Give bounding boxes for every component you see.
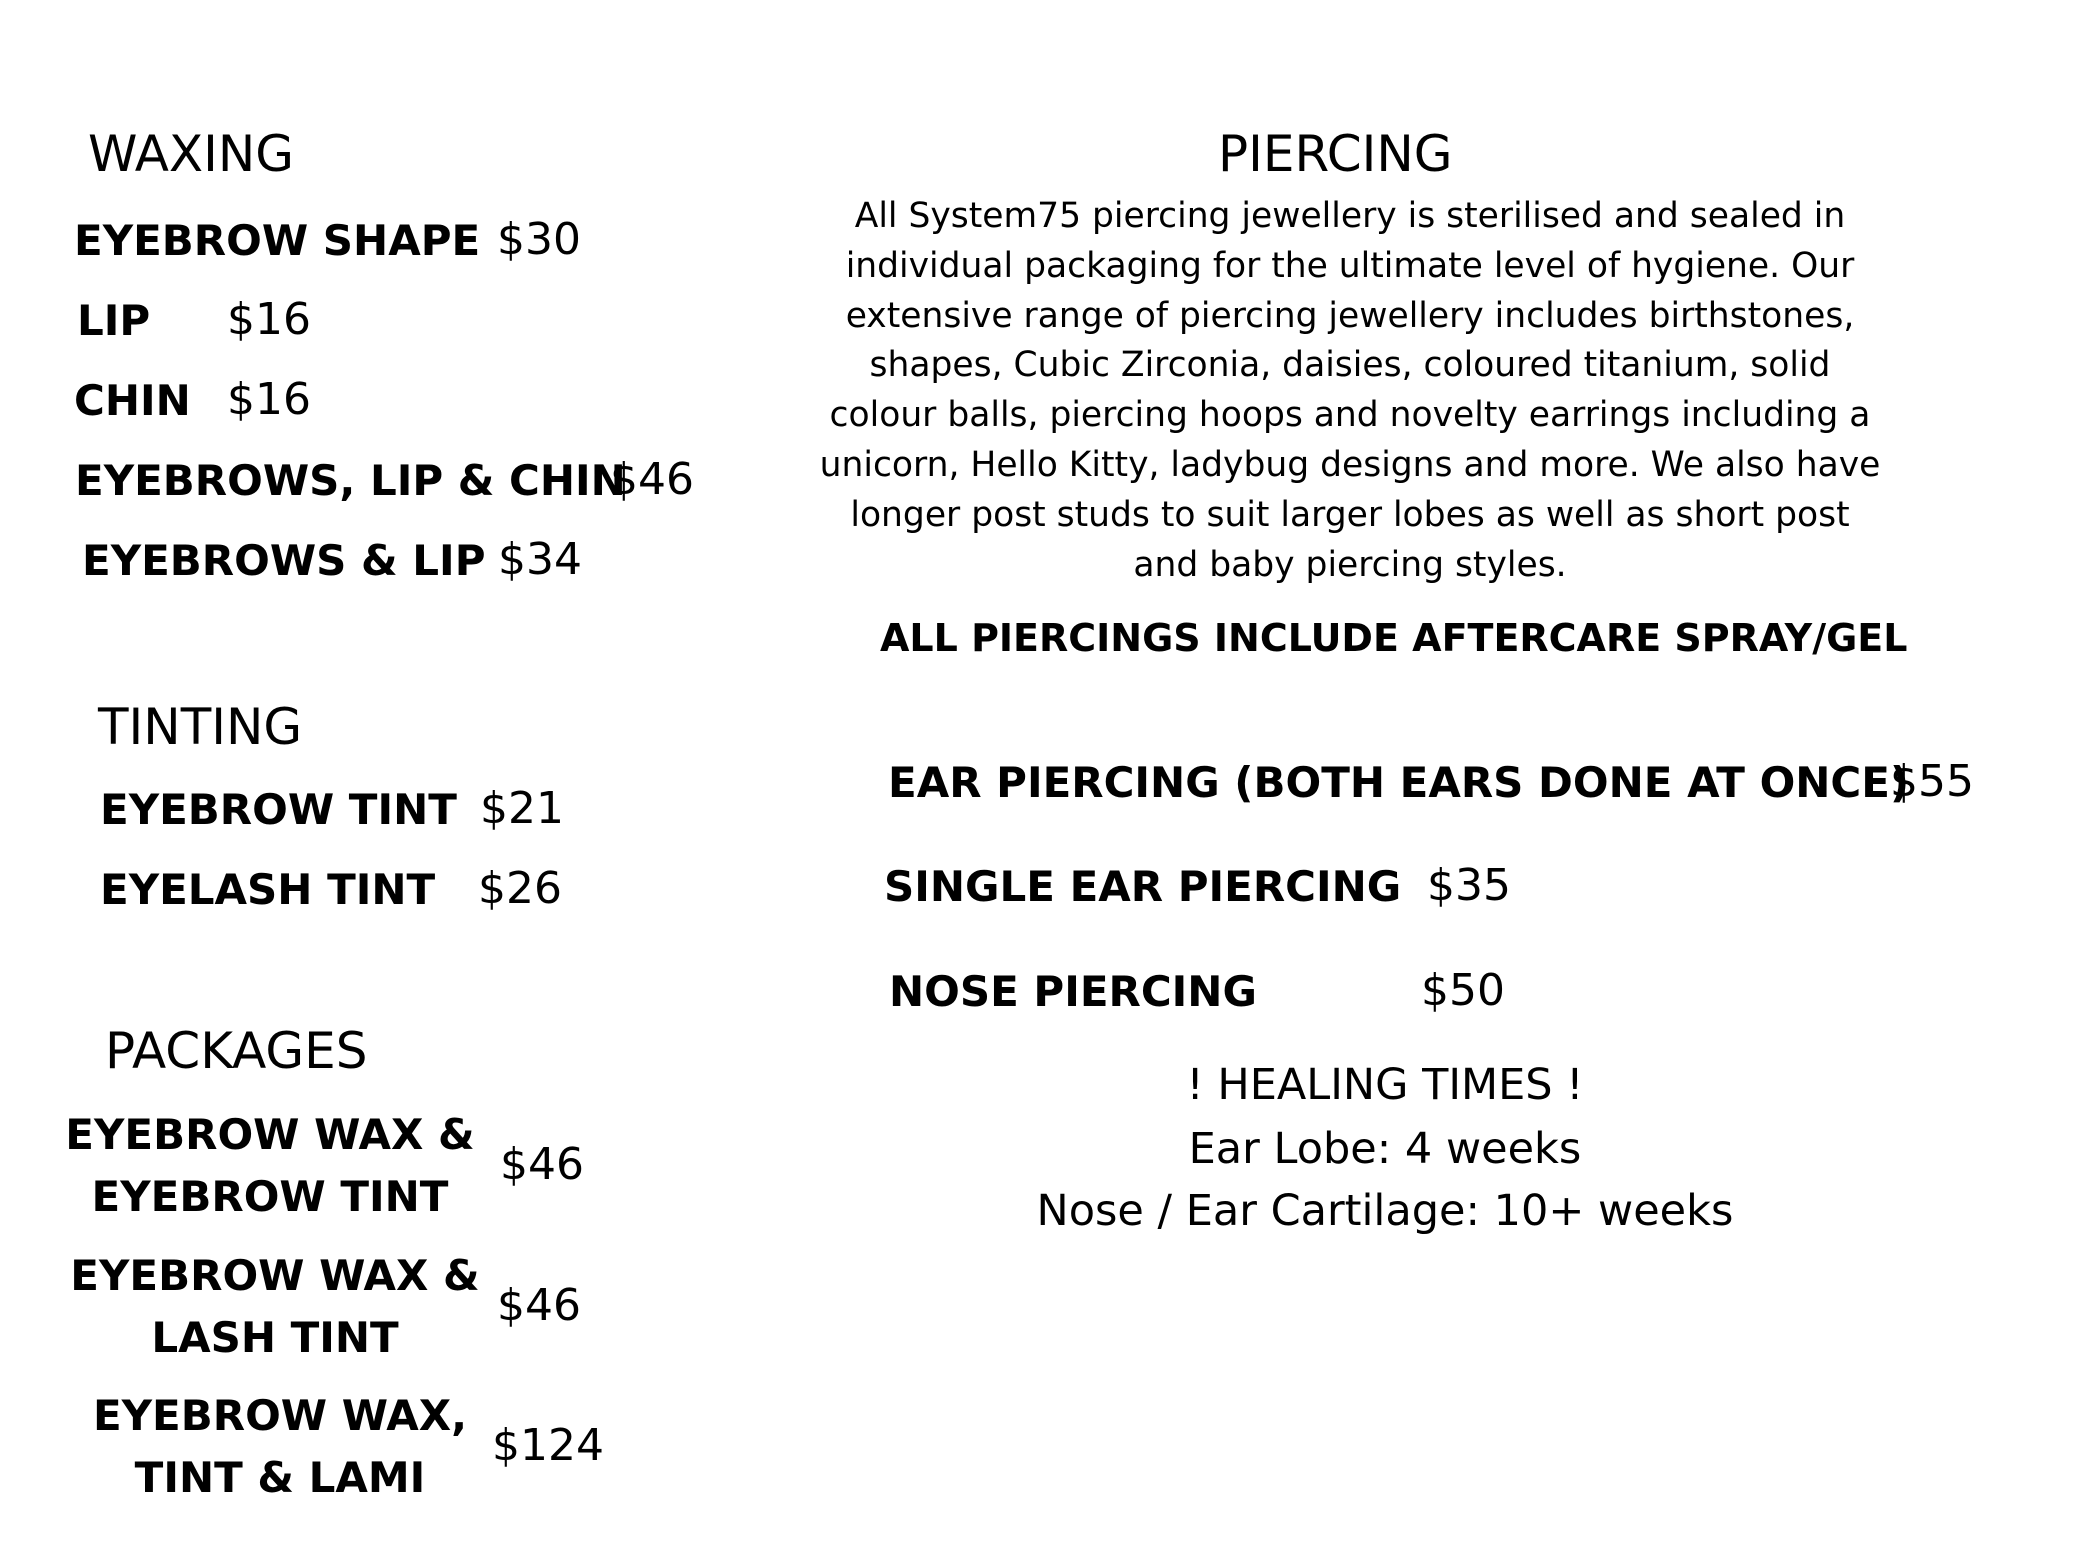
tinting-heading: TINTING (98, 698, 303, 756)
waxing-item-price-eyebrow-shape: $30 (497, 214, 581, 265)
tinting-item-price-eyebrow-tint: $21 (480, 783, 564, 834)
package-item-label-line2: TINT & LAMI (134, 1453, 426, 1502)
package-item-price-wax-lash-tint: $46 (497, 1280, 581, 1331)
piercing-intro-line: extensive range of piercing jewellery includes birthstones, (845, 295, 1855, 336)
piercing-item-label-single-ear: SINGLE EAR PIERCING (884, 862, 1402, 911)
waxing-item-label-eyebrows-lip-chin: EYEBROWS, LIP & CHIN (75, 456, 626, 505)
aftercare-notice: ALL PIERCINGS INCLUDE AFTERCARE SPRAY/GEL (880, 616, 1908, 660)
package-item-label-wax-eyebrow-tint (60, 1104, 480, 1228)
package-item-label-line1: EYEBROW WAX & (65, 1110, 475, 1159)
package-item-label-line1: EYEBROW WAX & (70, 1251, 480, 1300)
tinting-item-price-eyelash-tint: $26 (478, 863, 562, 914)
waxing-item-price-eyebrows-lip-chin: $46 (610, 454, 694, 505)
piercing-intro-line: unicorn, Hello Kitty, ladybug designs and more. We also have (819, 444, 1881, 485)
waxing-item-price-chin: $16 (227, 374, 311, 425)
waxing-item-price-eyebrows-lip: $34 (498, 534, 582, 585)
healing-times-title: ! HEALING TIMES ! (1186, 1060, 1584, 1110)
piercing-intro-line: longer post studs to suit larger lobes as well as short post (850, 494, 1850, 535)
piercing-heading: PIERCING (1218, 125, 1453, 183)
piercing-item-price-nose: $50 (1421, 965, 1505, 1016)
piercing-intro-line: shapes, Cubic Zirconia, daisies, coloured titanium, solid (869, 345, 1831, 386)
package-item-label-wax-tint-lami (70, 1385, 490, 1509)
waxing-item-price-lip: $16 (227, 294, 311, 345)
piercing-intro (810, 192, 1890, 590)
piercing-intro-line: individual packaging for the ultimate level of hygiene. Our (845, 245, 1855, 286)
piercing-intro-line: colour balls, piercing hoops and novelty earrings including a (829, 395, 1871, 436)
piercing-intro-line: All System75 piercing jewellery is sterilised and sealed in (854, 196, 1846, 236)
waxing-item-label-lip: LIP (77, 296, 151, 345)
package-item-label-line1: EYEBROW WAX, (92, 1391, 468, 1440)
piercing-item-label-nose: NOSE PIERCING (889, 967, 1257, 1016)
waxing-item-label-eyebrow-shape: EYEBROW SHAPE (74, 216, 481, 265)
waxing-heading: WAXING (88, 125, 295, 183)
tinting-item-label-eyelash-tint: EYELASH TINT (100, 865, 436, 914)
piercing-item-price-ear-both: $55 (1890, 756, 1974, 807)
package-item-price-wax-eyebrow-tint: $46 (500, 1139, 584, 1190)
package-item-label-line2: EYEBROW TINT (91, 1172, 449, 1221)
tinting-item-label-eyebrow-tint: EYEBROW TINT (100, 785, 457, 834)
packages-heading: PACKAGES (105, 1022, 368, 1080)
package-item-label-wax-lash-tint (65, 1245, 485, 1369)
healing-time-ear-lobe: Ear Lobe: 4 weeks (1188, 1124, 1582, 1174)
waxing-item-label-eyebrows-lip: EYEBROWS & LIP (82, 536, 486, 585)
package-item-price-wax-tint-lami: $124 (492, 1420, 604, 1471)
healing-times (1000, 1060, 1770, 1236)
piercing-item-price-single-ear: $35 (1427, 860, 1511, 911)
package-item-label-line2: LASH TINT (151, 1313, 399, 1362)
piercing-intro-line: and baby piercing styles. (1133, 544, 1567, 585)
waxing-item-label-chin: CHIN (74, 376, 191, 425)
piercing-item-label-ear-both: EAR PIERCING (BOTH EARS DONE AT ONCE) (888, 758, 1910, 807)
healing-time-nose-cartilage: Nose / Ear Cartilage: 10+ weeks (1036, 1186, 1734, 1236)
